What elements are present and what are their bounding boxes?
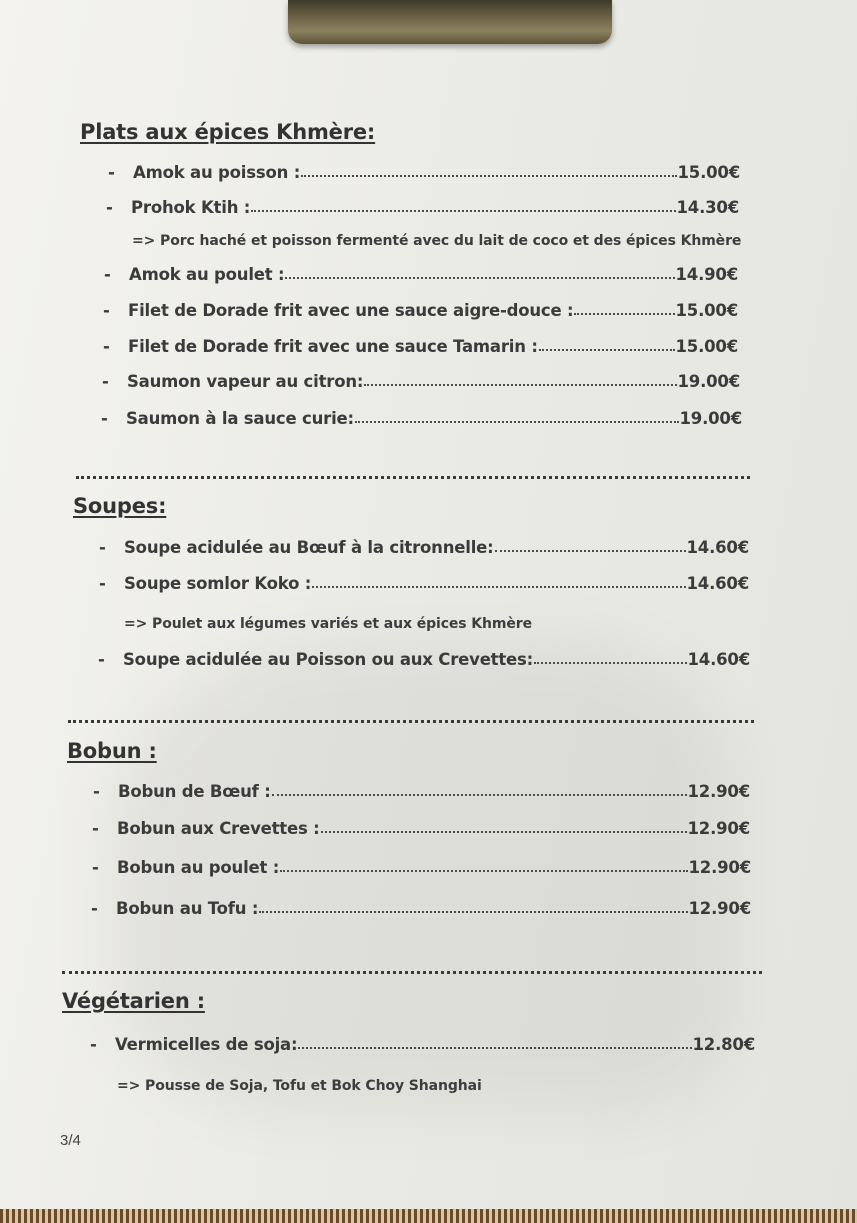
menu-item xyxy=(92,819,750,838)
item-price: 12.90€ xyxy=(688,899,751,918)
item-price: 14.60€ xyxy=(687,650,750,669)
item-name: Soupe somlor Koko : xyxy=(124,574,312,593)
section-heading: Soupes: xyxy=(73,494,167,518)
item-price: 14.60€ xyxy=(686,538,749,557)
menu-item xyxy=(92,858,751,877)
section-separator xyxy=(76,476,750,479)
bullet-dash: - xyxy=(103,301,110,320)
item-name: Saumon à la sauce curie: xyxy=(126,409,354,428)
section-separator xyxy=(68,720,754,723)
menu-item xyxy=(104,265,738,284)
table-edge xyxy=(0,1209,857,1223)
menu-item xyxy=(108,163,740,182)
dot-leader xyxy=(574,309,674,315)
dot-leader xyxy=(259,907,687,913)
item-price: 12.80€ xyxy=(692,1035,755,1054)
menu-item xyxy=(93,782,750,801)
menu-item xyxy=(102,372,740,391)
item-name: Saumon vapeur au citron: xyxy=(127,372,364,391)
menu-item xyxy=(91,899,751,918)
bullet-dash: - xyxy=(92,819,99,838)
dot-leader xyxy=(495,546,686,552)
item-note: => Poulet aux légumes variés et aux épices Khmère xyxy=(124,616,533,632)
menu-item xyxy=(99,538,749,557)
bullet-dash: - xyxy=(104,265,111,284)
item-name: Bobun au poulet : xyxy=(117,858,280,877)
bullet-dash: - xyxy=(106,198,113,217)
dot-leader xyxy=(272,790,687,796)
item-price: 12.90€ xyxy=(687,819,750,838)
bullet-dash: - xyxy=(93,782,100,801)
item-price: 12.90€ xyxy=(688,858,751,877)
dot-leader xyxy=(298,1043,691,1049)
dot-leader xyxy=(364,380,676,386)
dot-leader xyxy=(280,866,687,872)
page-number: 3/4 xyxy=(60,1132,81,1149)
dot-leader xyxy=(301,171,676,177)
bullet-dash: - xyxy=(99,538,106,557)
bullet-dash: - xyxy=(98,650,105,669)
bullet-dash: - xyxy=(92,858,99,877)
item-price: 15.00€ xyxy=(675,337,738,356)
item-name: Amok au poisson : xyxy=(133,163,301,182)
bullet-dash: - xyxy=(91,899,98,918)
menu-item xyxy=(101,409,742,428)
menu-item xyxy=(99,574,749,593)
item-note: => Pousse de Soja, Tofu et Bok Choy Shanghai xyxy=(117,1078,482,1094)
menu-item xyxy=(103,301,738,320)
bullet-dash: - xyxy=(99,574,106,593)
item-price: 15.00€ xyxy=(677,163,740,182)
section-heading: Végétarien : xyxy=(62,989,205,1013)
dot-leader xyxy=(321,827,687,833)
item-price: 12.90€ xyxy=(687,782,750,801)
item-name: Filet de Dorade frit avec une sauce Tamarin : xyxy=(128,337,538,356)
menu-item xyxy=(103,337,738,356)
item-price: 14.60€ xyxy=(686,574,749,593)
item-name: Prohok Ktih : xyxy=(131,198,251,217)
item-name: Bobun de Bœuf : xyxy=(118,782,271,801)
item-name: Amok au poulet : xyxy=(129,265,285,284)
item-price: 14.30€ xyxy=(676,198,739,217)
menu-item xyxy=(106,198,739,217)
menu-item xyxy=(98,650,750,669)
menu-item xyxy=(90,1035,755,1054)
dot-leader xyxy=(534,658,686,664)
bullet-dash: - xyxy=(102,372,109,391)
dot-leader xyxy=(251,206,675,212)
bullet-dash: - xyxy=(101,409,108,428)
item-price: 19.00€ xyxy=(679,409,742,428)
item-name: Bobun au Tofu : xyxy=(116,899,259,918)
dot-leader xyxy=(312,582,685,588)
item-name: Soupe acidulée au Poisson ou aux Crevettes: xyxy=(123,650,534,669)
item-name: Vermicelles de soja: xyxy=(115,1035,298,1054)
item-note: => Porc haché et poisson fermenté avec du lait de coco et des épices Khmère xyxy=(132,233,742,249)
bullet-dash: - xyxy=(90,1035,97,1054)
clipboard-clip xyxy=(288,0,612,44)
dot-leader xyxy=(539,345,675,351)
item-price: 14.90€ xyxy=(675,265,738,284)
section-heading: Bobun : xyxy=(67,739,157,763)
item-name: Filet de Dorade frit avec une sauce aigre-douce : xyxy=(128,301,574,320)
section-heading: Plats aux épices Khmère: xyxy=(80,120,376,144)
bullet-dash: - xyxy=(103,337,110,356)
section-separator xyxy=(62,971,762,974)
item-name: Bobun aux Crevettes : xyxy=(117,819,320,838)
dot-leader xyxy=(355,417,679,423)
bullet-dash: - xyxy=(108,163,115,182)
item-price: 19.00€ xyxy=(677,372,740,391)
item-name: Soupe acidulée au Bœuf à la citronnelle: xyxy=(124,538,494,557)
item-price: 15.00€ xyxy=(675,301,738,320)
dot-leader xyxy=(285,273,674,279)
